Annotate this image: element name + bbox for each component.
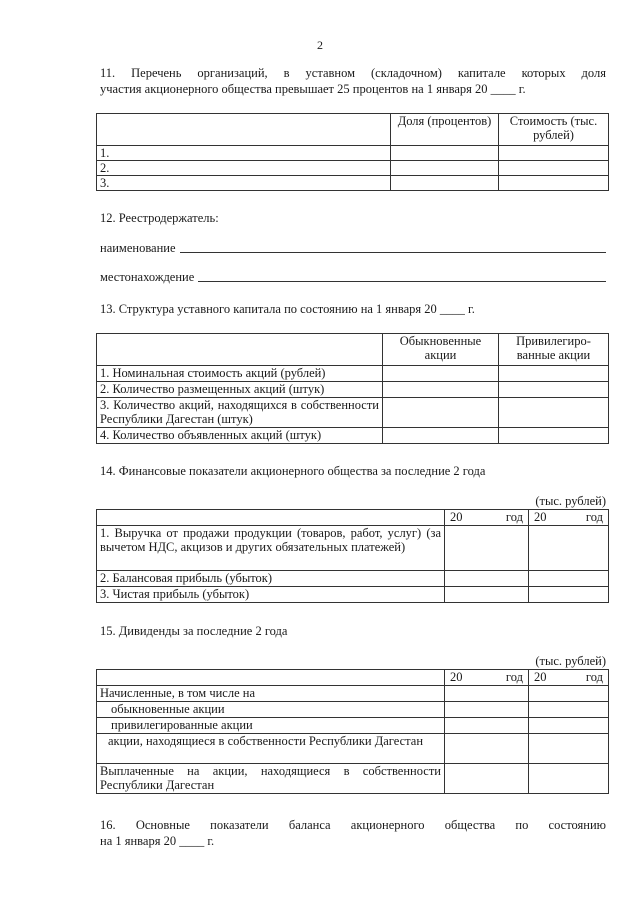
capital-row-3: 3. Количество акций, находящихся в собственности Республики Дагестан (штук) — [97, 398, 383, 428]
dividends-row-paid: Выплаченные на акции, находящиеся в собственности Республики Дагестан — [97, 764, 445, 794]
registrar-name-label: наименование — [100, 241, 176, 255]
financial-year-2[interactable] — [529, 510, 609, 526]
header-common-shares: Обыкновенные акции — [383, 334, 499, 366]
capital-header-blank — [97, 334, 383, 366]
dividends-row-state-shares: акции, находящиеся в собственности Республики Дагестан — [97, 734, 445, 764]
capital-structure-table — [96, 333, 609, 444]
capital-row-1: 1. Номинальная стоимость акций (рублей) — [97, 366, 383, 382]
org-row-3: 3. — [97, 176, 391, 191]
dividends-row-common: обыкновенные акции — [97, 702, 445, 718]
capital-row-2-pref[interactable] — [499, 382, 609, 398]
header-share: Доля (процентов) — [391, 114, 499, 146]
dividends-row-3-y2[interactable] — [529, 718, 609, 734]
section-12-title: 12. Реестродержатель: — [100, 211, 219, 225]
org-row-3-share[interactable] — [391, 176, 499, 191]
dividends-row-3-y1[interactable] — [445, 718, 529, 734]
org-row-2: 2. — [97, 161, 391, 176]
financial-year-1-prefix: 20 — [450, 510, 463, 524]
section-13-title: 13. Структура уставного капитала по состоянию на 1 января 20 ____ г. — [100, 302, 475, 316]
registrar-location-field[interactable] — [100, 270, 606, 285]
section-15-title: 15. Дивиденды за последние 2 года — [100, 624, 288, 638]
financial-row-3-y1[interactable] — [445, 587, 529, 603]
financial-row-revenue: 1. Выручка от продажи продукции (товаров, работ, услуг) (за вычетом НДС, акцизов и других обязательных платежей) — [97, 526, 445, 571]
section-16-line-1: 16. Основные показатели баланса акционерного общества по состоянию — [100, 818, 606, 832]
registrar-name-field[interactable] — [100, 241, 606, 256]
dividends-year-2[interactable] — [529, 670, 609, 686]
financial-row-balance-profit: 2. Балансовая прибыль (убыток) — [97, 571, 445, 587]
financial-year-2-suffix: год — [585, 510, 603, 524]
organizations-header-name — [97, 114, 391, 146]
dividends-year-1[interactable] — [445, 670, 529, 686]
org-row-3-cost[interactable] — [499, 176, 609, 191]
section-14-units: (тыс. рублей) — [535, 494, 606, 508]
dividends-row-2-y1[interactable] — [445, 702, 529, 718]
registrar-location-label: местонахождение — [100, 270, 195, 284]
organizations-table — [96, 113, 609, 191]
dividends-year-2-prefix: 20 — [534, 670, 547, 684]
section-14-title: 14. Финансовые показатели акционерного общества за последние 2 года — [100, 464, 486, 478]
capital-row-3-common[interactable] — [383, 398, 499, 428]
section-16-line-2: на 1 января 20 ____ г. — [100, 834, 215, 848]
capital-row-4-common[interactable] — [383, 428, 499, 444]
financial-row-2-y1[interactable] — [445, 571, 529, 587]
financial-row-net-profit: 3. Чистая прибыль (убыток) — [97, 587, 445, 603]
org-row-2-cost[interactable] — [499, 161, 609, 176]
dividends-row-accrued: Начисленные, в том числе на — [97, 686, 445, 702]
registrar-location-line[interactable] — [198, 280, 606, 282]
financial-row-3-y2[interactable] — [529, 587, 609, 603]
dividends-row-4-y2[interactable] — [529, 734, 609, 764]
dividends-year-2-suffix: год — [585, 670, 603, 684]
capital-row-2: 2. Количество размещенных акций (штук) — [97, 382, 383, 398]
dividends-year-1-suffix: год — [505, 670, 523, 684]
capital-row-4-pref[interactable] — [499, 428, 609, 444]
dividends-row-1-y1[interactable] — [445, 686, 529, 702]
dividends-row-preferred: привилегированные акции — [97, 718, 445, 734]
org-row-1-cost[interactable] — [499, 146, 609, 161]
financial-row-1-y2[interactable] — [529, 526, 609, 571]
financial-year-2-prefix: 20 — [534, 510, 547, 524]
capital-row-2-common[interactable] — [383, 382, 499, 398]
financial-year-1-suffix: год — [505, 510, 523, 524]
dividends-header-blank — [97, 670, 445, 686]
financial-header-blank — [97, 510, 445, 526]
capital-row-1-common[interactable] — [383, 366, 499, 382]
header-preferred-shares: Привилегиро-ванные акции — [499, 334, 609, 366]
capital-row-3-pref[interactable] — [499, 398, 609, 428]
org-row-1: 1. — [97, 146, 391, 161]
capital-row-4: 4. Количество объявленных акций (штук) — [97, 428, 383, 444]
financial-row-1-y1[interactable] — [445, 526, 529, 571]
section-11-line-1: 11. Перечень организаций, в уставном (складочном) капитале которых доля — [100, 66, 606, 80]
section-11-line-2: участия акционерного общества превышает 25 процентов на 1 января 20 ____ г. — [100, 82, 526, 96]
dividends-table — [96, 669, 609, 794]
dividends-row-5-y2[interactable] — [529, 764, 609, 794]
org-row-1-share[interactable] — [391, 146, 499, 161]
dividends-row-5-y1[interactable] — [445, 764, 529, 794]
capital-row-1-pref[interactable] — [499, 366, 609, 382]
registrar-name-line[interactable] — [180, 251, 606, 253]
org-row-2-share[interactable] — [391, 161, 499, 176]
header-cost: Стоимость (тыс. рублей) — [499, 114, 609, 146]
section-15-units: (тыс. рублей) — [535, 654, 606, 668]
financial-row-2-y2[interactable] — [529, 571, 609, 587]
dividends-row-4-y1[interactable] — [445, 734, 529, 764]
dividends-row-2-y2[interactable] — [529, 702, 609, 718]
financial-year-1[interactable] — [445, 510, 529, 526]
dividends-year-1-prefix: 20 — [450, 670, 463, 684]
financial-table — [96, 509, 609, 603]
dividends-row-1-y2[interactable] — [529, 686, 609, 702]
page-number: 2 — [317, 38, 323, 52]
